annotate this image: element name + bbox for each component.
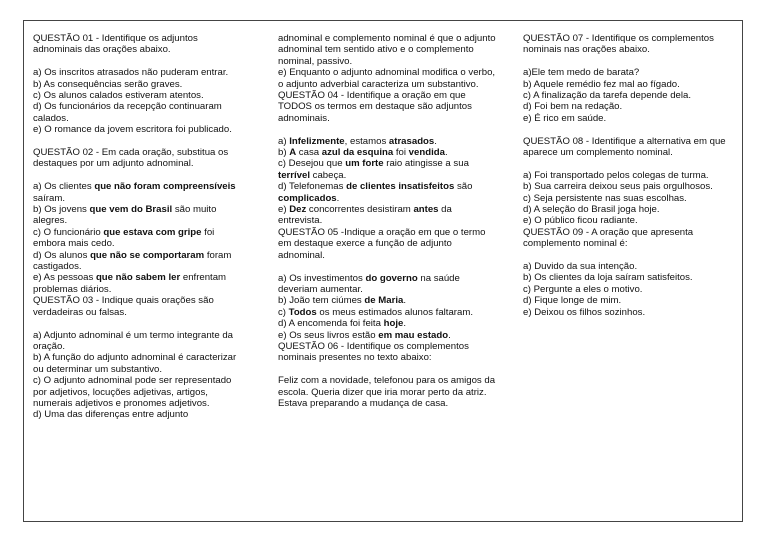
exercise-sheet <box>23 20 743 522</box>
question-3-option-b: b) A função do adjunto adnominal é caracterizar ou determinar um substantivo. <box>33 352 237 375</box>
question-6-title: QUESTÃO 06 - Identifique os complementos nominais presentes no texto abaixo: <box>278 340 469 364</box>
question-9-option-e: e) Deixou os filhos sozinhos. <box>523 306 646 318</box>
question-2-option-a: a) Os clientes que não foram compreensíveis saíram. <box>33 181 236 204</box>
question-7-option-d: d) Foi bem na redação. <box>523 101 623 113</box>
question-3-option-e: e) Enquanto o adjunto adnominal modifica o verbo, o adjunto adverbial caracteriza um substantivo. <box>278 67 496 90</box>
question-7-option-b: b) Aquele remédio fez mal ao fígado. <box>523 78 680 90</box>
question-9-option-a: a) Duvido da sua intenção. <box>523 261 638 273</box>
column-1 <box>33 33 247 421</box>
question-5-option-c: c) Todos os meus estimados alunos faltaram. <box>278 306 473 318</box>
question-6-text: Feliz com a novidade, telefonou para os amigos da escola. Queria dizer que iria morar perto da atriz. Estava preparando a mudança de casa. <box>278 375 496 409</box>
question-4-title: QUESTÃO 04 - Identifique a oração em que TODOS os termos em destaque são adjuntos adnominais. <box>278 90 472 124</box>
question-1-option-d: d) Os funcionários da recepção continuaram calados. <box>33 101 222 124</box>
question-5-option-b: b) João tem ciúmes de Maria. <box>278 295 406 307</box>
question-4-option-e: e) Dez concorrentes desistiram antes da entrevista. <box>278 204 452 227</box>
question-3-option-d: d) Uma das diferenças entre adjunto <box>33 409 189 421</box>
question-5-option-a: a) Os investimentos do governo na saúde deveriam aumentar. <box>278 272 460 295</box>
question-3-option-c: c) O adjunto adnominal pode ser representado por adjetivos, locuções adjetivas, artigos, numerais adjetivos e pronomes adjetivos. <box>33 375 232 409</box>
question-8-option-c: c) Seja persistente nas suas escolhas. <box>523 192 687 204</box>
question-5-title: QUESTÃO 05 -Indique a oração em que o termo em destaque exerce a função de adjunto adnominal. <box>278 226 486 261</box>
question-2-title: QUESTÃO 02 - Em cada oração, substitua os destaques por um adjunto adnominal. <box>33 147 229 170</box>
question-5-option-e: e) Os seus livros estão em mau estado. <box>278 329 451 341</box>
question-7-option-a: a)Ele tem medo de barata? <box>523 67 640 79</box>
question-1-title: QUESTÃO 01 - Identifique os adjuntos adnominais das orações abaixo. <box>33 33 198 56</box>
question-8-option-d: d) A seleção do Brasil joga hoje. <box>523 204 660 216</box>
question-2-option-c: c) O funcionário que estava com gripe foi embora mais cedo. <box>33 226 215 250</box>
question-1-option-c: c) Os alunos calados estiveram atentos. <box>33 90 204 102</box>
question-7-title: QUESTÃO 07 - Identifique os complementos nominais nas orações abaixo. <box>523 33 714 56</box>
question-4-option-c: c) Desejou que um forte raio atingisse a sua terrível cabeça. <box>278 158 469 181</box>
question-9-option-d: d) Fique longe de mim. <box>523 295 622 307</box>
question-1-option-b: b) As consequências serão graves. <box>33 78 183 90</box>
question-2-option-d: d) Os alunos que não se comportaram foram castigados. <box>33 249 232 273</box>
question-4-option-b: b) A casa azul da esquina foi vendida. <box>278 147 448 159</box>
question-1-option-e: e) O romance da jovem escritora foi publicado. <box>33 124 232 136</box>
question-8-option-a: a) Foi transportado pelos colegas de turma. <box>523 169 709 181</box>
question-2-option-e: e) As pessoas que não sabem ler enfrentam problemas diários. <box>33 272 227 295</box>
question-7-option-c: c) A finalização da tarefa depende dela. <box>523 90 692 102</box>
question-8-option-e: e) O público ficou radiante. <box>523 215 638 227</box>
question-9-option-c: c) Pergunte a eles o motivo. <box>523 283 643 295</box>
question-5-option-d: d) A encomenda foi feita hoje. <box>278 318 407 330</box>
question-4-option-a: a) Infelizmente, estamos atrasados. <box>278 135 437 147</box>
column-2 <box>278 33 496 409</box>
question-9-title: QUESTÃO 09 - A oração que apresenta complemento nominal é: <box>523 226 694 250</box>
question-4-option-d: d) Telefonemas de clientes insatisfeitos são complicados. <box>278 181 473 204</box>
question-7-option-e: e) É rico em saúde. <box>523 112 607 124</box>
question-8-option-b: b) Sua carreira deixou seus pais orgulhosos. <box>523 181 713 193</box>
question-3-option-d-continued: adnominal e complemento nominal é que o adjunto adnominal tem sentido ativo e o complemento nominal, passivo. <box>278 33 496 67</box>
question-8-title: QUESTÃO 08 - Identifique a alternativa em que aparece um complemento nominal. <box>523 135 726 159</box>
question-1-option-a: a) Os inscritos atrasados não puderam entrar. <box>33 67 229 79</box>
question-2-option-b: b) Os jovens que vem do Brasil são muito alegres. <box>33 204 217 227</box>
question-3-option-a: a) Adjunto adnominal é um termo integrante da oração. <box>33 329 233 352</box>
column-3 <box>523 33 737 318</box>
question-3-title: QUESTÃO 03 - Indique quais orações são verdadeiras ou falsas. <box>33 295 214 318</box>
question-9-option-b: b) Os clientes da loja saíram satisfeitos. <box>523 272 693 284</box>
